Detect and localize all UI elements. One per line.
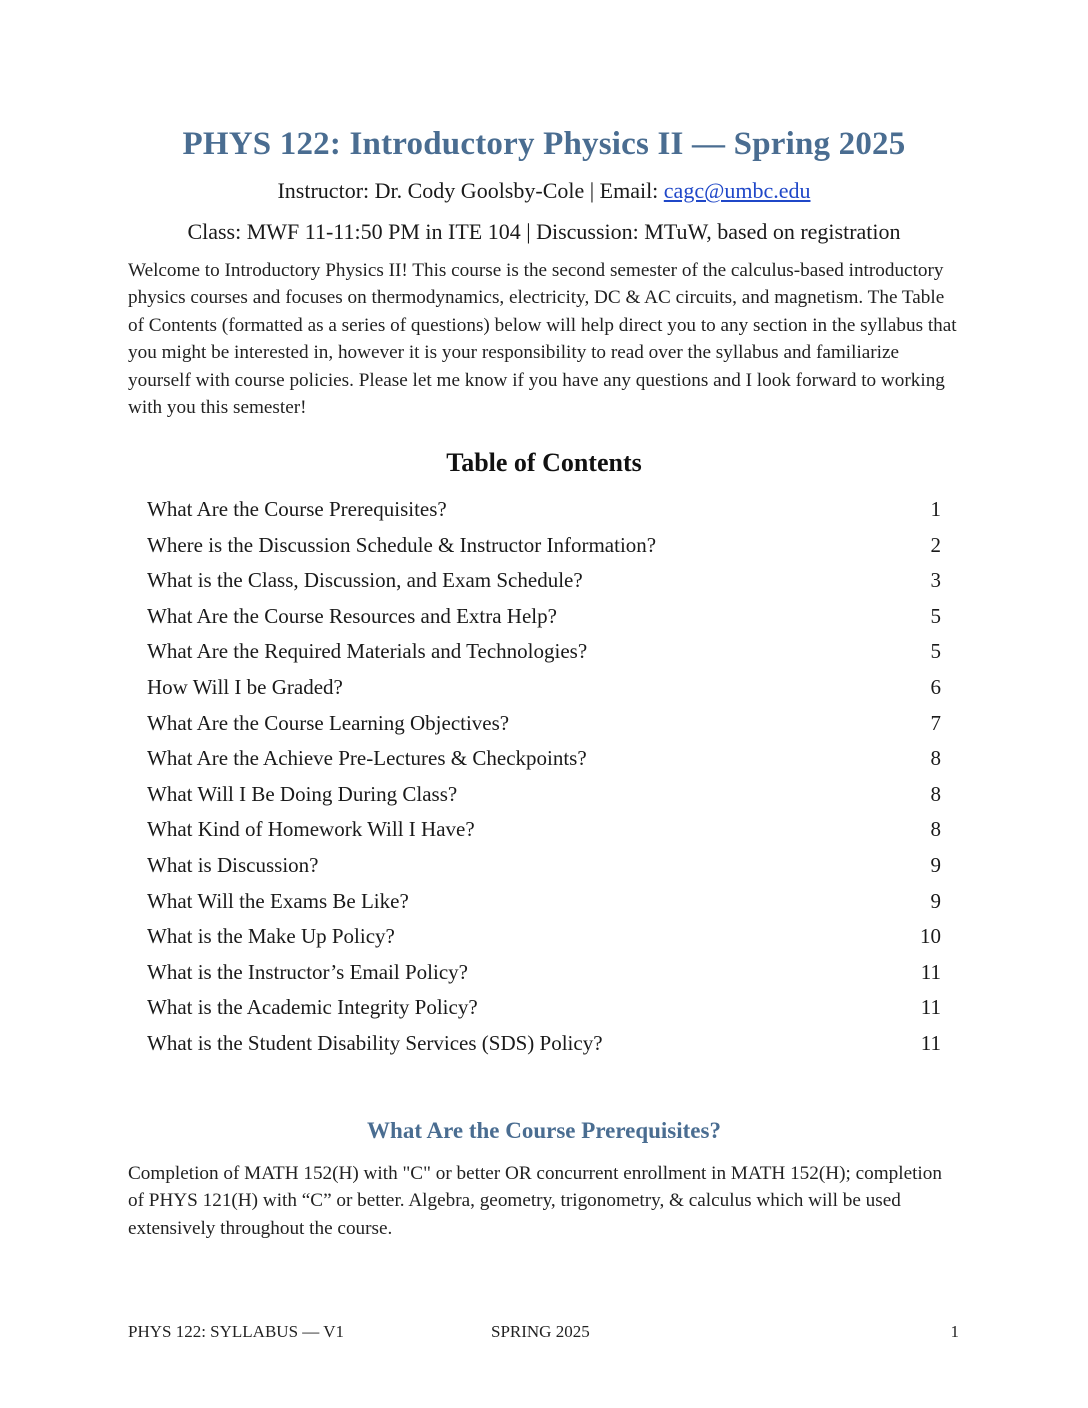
toc-item-page[interactable]: 11 — [920, 995, 941, 1020]
toc-item-label[interactable]: What Are the Course Prerequisites? — [147, 497, 447, 521]
toc-item-label[interactable]: What Will the Exams Be Like? — [147, 888, 409, 913]
footer-left: PHYS 122: SYLLABUS — V1 — [128, 1322, 345, 1341]
toc-item-label[interactable]: How Will I be Graded? — [147, 674, 343, 699]
toc-item-page[interactable]: 8 — [930, 781, 941, 806]
toc-item-page[interactable]: 7 — [930, 710, 941, 735]
toc-item[interactable] — [147, 884, 941, 920]
toc-item[interactable] — [147, 777, 941, 813]
email-link[interactable]: cagc@umbc.edu — [663, 178, 811, 203]
toc-item-page[interactable]: 9 — [930, 852, 941, 877]
class-info-line: Class: MWF 11-11:50 PM in ITE 104 | Discussion: MTuW, based on registration — [187, 219, 901, 244]
toc-item-page[interactable]: 6 — [930, 674, 941, 699]
toc-item-page[interactable]: 2 — [930, 532, 941, 557]
toc-item-label[interactable]: What is the Make Up Policy? — [147, 924, 395, 949]
instructor-line — [0, 178, 1088, 204]
toc-item-label[interactable]: What Are the Achieve Pre-Lectures & Checkpoints? — [147, 746, 587, 771]
toc-item[interactable] — [147, 741, 941, 777]
toc-item-label[interactable]: What Are the Course Learning Objectives? — [147, 710, 510, 735]
toc-item-label[interactable]: What Are the Required Materials and Technologies? — [147, 639, 588, 664]
toc-item-page[interactable]: 5 — [930, 639, 941, 664]
prerequisites-paragraph: Completion of MATH 152(H) with "C" or better OR concurrent enrollment in MATH 152(H); completion of PHYS 121(H) with “C” or better. Algebra, geometry, trigonometry, & calculus which will be used extensively throughout the course. — [128, 1163, 942, 1239]
toc-item-label[interactable]: What Are the Course Resources and Extra Help? — [147, 603, 557, 628]
toc-item-page[interactable]: 11 — [920, 1030, 941, 1055]
toc-item-label[interactable]: What is the Class, Discussion, and Exam Schedule? — [147, 568, 583, 593]
toc-item[interactable] — [147, 528, 941, 564]
footer-page-number: 1 — [950, 1322, 959, 1341]
toc-heading: Table of Contents — [446, 448, 642, 477]
instructor-text: Instructor: Dr. Cody Goolsby-Cole | Email: — [277, 178, 664, 203]
table-of-contents — [147, 492, 941, 1062]
section-heading-prerequisites: What Are the Course Prerequisites? — [367, 1118, 721, 1143]
toc-item[interactable] — [147, 1026, 941, 1062]
toc-item[interactable] — [147, 492, 941, 528]
toc-item[interactable] — [147, 919, 941, 955]
toc-item-label[interactable]: What is the Student Disability Services (SDS) Policy? — [147, 1030, 603, 1055]
toc-item-label[interactable]: What Kind of Homework Will I Have? — [147, 817, 475, 842]
toc-item[interactable] — [147, 599, 941, 635]
toc-item-page[interactable]: 3 — [930, 568, 941, 593]
toc-item-label[interactable]: What Will I Be Doing During Class? — [147, 781, 458, 806]
toc-item-label[interactable]: What is the Academic Integrity Policy? — [147, 995, 478, 1020]
toc-item-page[interactable]: 10 — [920, 924, 941, 949]
toc-item[interactable] — [147, 812, 941, 848]
toc-item-page[interactable]: 9 — [930, 888, 941, 913]
toc-item[interactable] — [147, 848, 941, 884]
toc-item[interactable] — [147, 634, 941, 670]
toc-item-page[interactable]: 11 — [920, 959, 941, 984]
toc-item-label[interactable]: What is the Instructor’s Email Policy? — [147, 959, 468, 984]
footer-center: SPRING 2025 — [491, 1322, 590, 1341]
toc-item[interactable] — [147, 955, 941, 991]
toc-item-page[interactable]: 8 — [930, 817, 941, 842]
toc-item[interactable] — [147, 670, 941, 706]
page-title: PHYS 122: Introductory Physics II — Spring 2025 — [182, 126, 906, 162]
toc-item-page[interactable]: 1 — [930, 497, 941, 521]
toc-item-page[interactable]: 8 — [930, 746, 941, 771]
toc-item[interactable] — [147, 990, 941, 1026]
toc-item-label[interactable]: Where is the Discussion Schedule & Instructor Information? — [147, 532, 657, 557]
toc-item[interactable] — [147, 706, 941, 742]
toc-item-page[interactable]: 5 — [930, 603, 941, 628]
toc-item-label[interactable]: What is Discussion? — [147, 852, 319, 877]
toc-item[interactable] — [147, 563, 941, 599]
intro-paragraph: Welcome to Introductory Physics II! This course is the second semester of the calculus-based introductory physics courses and focuses on thermodynamics, electricity, DC & AC circuits, and magnetism. The Table of Contents (formatted as a series of questions) below will help direct you to any section in the syllabus that you might be interested in, however it is your responsibility to read over the syllabus and familiarize yourself with course policies. Please let me know if you have any questions and I look forward to working with you this semester! — [128, 260, 957, 419]
